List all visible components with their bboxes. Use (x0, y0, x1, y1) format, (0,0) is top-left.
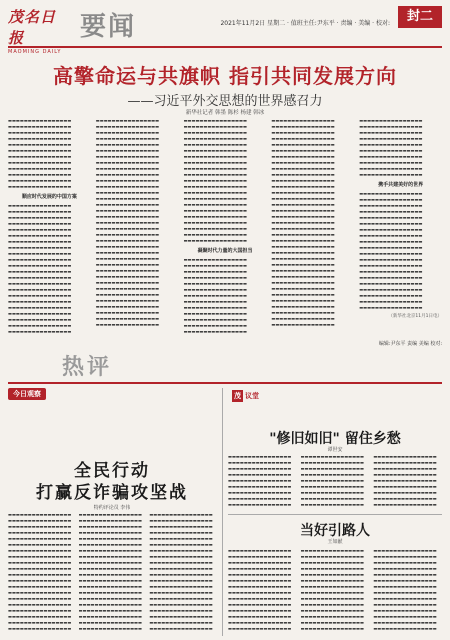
logo-chinese: 茂名日报 (8, 8, 57, 47)
newspaper-logo (8, 6, 64, 55)
commentary-badge (228, 390, 263, 402)
body-text: ▬▬▬▬▬▬▬▬▬▬▬▬▬▬▬▬ ▬▬▬▬▬▬▬▬▬▬▬▬▬▬▬▬ ▬▬▬▬▬▬▬▬▬▬▬▬▬▬▬▬ ▬▬▬▬▬▬▬▬▬▬▬▬▬▬▬▬ ▬▬▬▬▬▬▬▬▬▬▬▬▬▬▬▬ ▬▬▬▬▬▬▬▬▬▬▬▬▬▬▬▬ ▬▬▬▬▬▬▬▬▬▬▬▬▬▬▬▬ ▬▬▬▬▬▬▬▬▬▬▬▬▬▬▬▬ ▬▬▬▬▬▬▬▬▬▬▬▬▬▬▬▬ (373, 454, 437, 507)
commentary-byline-1: 谭世安 (327, 447, 343, 453)
body-text: ▬▬▬▬▬▬▬▬▬▬▬▬▬▬▬▬ ▬▬▬▬▬▬▬▬▬▬▬▬▬▬▬▬ ▬▬▬▬▬▬▬▬▬▬▬▬▬▬▬▬ ▬▬▬▬▬▬▬▬▬▬▬▬▬▬▬▬ ▬▬▬▬▬▬▬▬▬▬▬▬▬▬▬▬ ▬▬▬▬▬▬▬▬▬▬▬▬▬▬▬▬ ▬▬▬▬▬▬▬▬▬▬▬▬▬▬▬▬ ▬▬▬▬▬▬▬▬▬▬▬▬▬▬▬▬ ▬▬▬▬▬▬▬▬▬▬▬▬▬▬▬▬ (228, 454, 292, 507)
body-text: ▬▬▬▬▬▬▬▬▬▬▬▬▬▬▬▬ ▬▬▬▬▬▬▬▬▬▬▬▬▬▬▬▬ ▬▬▬▬▬▬▬▬▬▬▬▬▬▬▬▬ ▬▬▬▬▬▬▬▬▬▬▬▬▬▬▬▬ ▬▬▬▬▬▬▬▬▬▬▬▬▬▬▬▬ ▬▬▬▬▬▬▬▬▬▬▬▬▬▬▬▬ ▬▬▬▬▬▬▬▬▬▬▬▬▬▬▬▬ ▬▬▬▬▬▬▬▬▬▬▬▬▬▬▬▬ ▬▬▬▬▬▬▬▬▬▬▬▬▬▬▬▬ ▬▬▬▬▬▬▬▬▬▬▬▬▬▬▬▬ ▬▬▬▬▬▬▬▬▬▬▬▬▬▬▬▬ ▬▬▬▬▬▬▬▬▬▬▬▬▬▬▬▬ ▬▬▬▬▬▬▬▬▬▬▬▬▬▬▬▬ ▬▬▬▬▬▬▬▬▬▬▬▬▬▬▬▬ ▬▬▬▬▬▬▬▬▬▬▬▬▬▬▬▬ ▬▬▬▬▬▬▬▬▬▬▬▬▬▬▬▬ ▬▬▬▬▬▬▬▬▬▬▬▬▬▬▬▬ ▬▬▬▬▬▬▬▬▬▬▬▬▬▬▬▬ ▬▬▬▬▬▬▬▬▬▬▬▬▬▬▬▬ ▬▬▬▬▬▬▬▬▬▬▬▬▬▬▬▬ ▬▬▬▬▬▬▬▬▬▬▬▬▬▬▬▬ ▬▬▬▬▬▬▬▬▬▬▬▬▬▬▬▬ (8, 203, 72, 334)
main-byline: 新华社记者 韩墨 陈杉 杨建 韩冰 (185, 110, 265, 116)
inner-subtitle: 携手共建美好的世界 (378, 182, 424, 188)
article-column (301, 454, 370, 512)
article-columns (8, 512, 216, 636)
editor-credit: 编辑:尹东平 责编 美编 校对: (378, 341, 442, 347)
article-column (8, 118, 91, 348)
masthead (8, 4, 442, 55)
article-column (373, 548, 442, 636)
page-label: 封二 (398, 6, 442, 28)
commentary-badge-text: 议堂 (245, 392, 259, 400)
commentary-badge-mark: 茂 (234, 392, 241, 400)
commentary-headline-1: "修旧如旧" 留住乡愁 (269, 431, 401, 447)
column-divider (222, 388, 223, 636)
article-byline: 特约评论员 李伟 (93, 505, 131, 511)
article-column (373, 454, 442, 512)
body-text: ▬▬▬▬▬▬▬▬▬▬▬▬▬▬▬▬ ▬▬▬▬▬▬▬▬▬▬▬▬▬▬▬▬ ▬▬▬▬▬▬▬▬▬▬▬▬▬▬▬▬ ▬▬▬▬▬▬▬▬▬▬▬▬▬▬▬▬ ▬▬▬▬▬▬▬▬▬▬▬▬▬▬▬▬ ▬▬▬▬▬▬▬▬▬▬▬▬▬▬▬▬ ▬▬▬▬▬▬▬▬▬▬▬▬▬▬▬▬ ▬▬▬▬▬▬▬▬▬▬▬▬▬▬▬▬ ▬▬▬▬▬▬▬▬▬▬▬▬▬▬▬▬ ▬▬▬▬▬▬▬▬▬▬▬▬▬▬▬▬ ▬▬▬▬▬▬▬▬▬▬▬▬▬▬▬▬ ▬▬▬▬▬▬▬▬▬▬▬▬▬▬▬▬ ▬▬▬▬▬▬▬▬▬▬▬▬▬▬▬▬ ▬▬▬▬▬▬▬▬▬▬▬▬▬▬▬▬ ▬▬▬▬▬▬▬▬▬▬▬▬▬▬▬▬ ▬▬▬▬▬▬▬▬▬▬▬▬▬▬▬▬ ▬▬▬▬▬▬▬▬▬▬▬▬▬▬▬▬ ▬▬▬▬▬▬▬▬▬▬▬▬▬▬▬▬ ▬▬▬▬▬▬▬▬▬▬▬▬▬▬▬▬ ▬▬▬▬▬▬▬▬▬▬▬▬▬▬▬▬ (359, 191, 423, 310)
body-text: ▬▬▬▬▬▬▬▬▬▬▬▬▬▬▬▬ ▬▬▬▬▬▬▬▬▬▬▬▬▬▬▬▬ ▬▬▬▬▬▬▬▬▬▬▬▬▬▬▬▬ ▬▬▬▬▬▬▬▬▬▬▬▬▬▬▬▬ ▬▬▬▬▬▬▬▬▬▬▬▬▬▬▬▬ ▬▬▬▬▬▬▬▬▬▬▬▬▬▬▬▬ ▬▬▬▬▬▬▬▬▬▬▬▬▬▬▬▬ ▬▬▬▬▬▬▬▬▬▬▬▬▬▬▬▬ ▬▬▬▬▬▬▬▬▬▬▬▬▬▬▬▬ ▬▬▬▬▬▬▬▬▬▬▬▬▬▬▬▬ (359, 118, 423, 177)
article-column (301, 548, 370, 636)
article-column (8, 512, 75, 636)
article-headline-line1: 全民行动 (74, 461, 150, 481)
hot-comment-header (8, 348, 208, 386)
today-observation-article (8, 388, 216, 636)
commentary-byline-2: 王如献 (327, 539, 343, 545)
dateline: 2021年11月2日 星期二 · 值班主任:尹东平 · 责编 · 美编 · 校对: (220, 20, 390, 27)
hot-comment-title: 热评 (62, 355, 113, 380)
article-column (96, 118, 179, 348)
body-text: ▬▬▬▬▬▬▬▬▬▬▬▬▬▬▬▬ ▬▬▬▬▬▬▬▬▬▬▬▬▬▬▬▬ ▬▬▬▬▬▬▬▬▬▬▬▬▬▬▬▬ ▬▬▬▬▬▬▬▬▬▬▬▬▬▬▬▬ ▬▬▬▬▬▬▬▬▬▬▬▬▬▬▬▬ ▬▬▬▬▬▬▬▬▬▬▬▬▬▬▬▬ ▬▬▬▬▬▬▬▬▬▬▬▬▬▬▬▬ ▬▬▬▬▬▬▬▬▬▬▬▬▬▬▬▬ ▬▬▬▬▬▬▬▬▬▬▬▬▬▬▬▬ ▬▬▬▬▬▬▬▬▬▬▬▬▬▬▬▬ ▬▬▬▬▬▬▬▬▬▬▬▬▬▬▬▬ ▬▬▬▬▬▬▬▬▬▬▬▬▬▬▬▬ ▬▬▬▬▬▬▬▬▬▬▬▬▬▬▬▬ ▬▬▬▬▬▬▬▬▬▬▬▬▬▬▬▬ ▬▬▬▬▬▬▬▬▬▬▬▬▬▬▬▬ ▬▬▬▬▬▬▬▬▬▬▬▬▬▬▬▬ ▬▬▬▬▬▬▬▬▬▬▬▬▬▬▬▬ ▬▬▬▬▬▬▬▬▬▬▬▬▬▬▬▬ ▬▬▬▬▬▬▬▬▬▬▬▬▬▬▬▬ ▬▬▬▬▬▬▬▬▬▬▬▬▬▬▬▬ ▬▬▬▬▬▬▬▬▬▬▬▬▬▬▬▬ (183, 118, 247, 243)
dateline-note: （新华社北京11月1日电） (388, 314, 442, 319)
inner-subtitle: 凝聚时代力量的大国担当 (197, 248, 253, 254)
article-column (184, 118, 267, 348)
main-article-columns (8, 118, 442, 348)
inner-subtitle: 顺应时代发展的中国方案 (21, 194, 77, 200)
commentary-columns-2 (228, 548, 442, 636)
body-text: ▬▬▬▬▬▬▬▬▬▬▬▬▬▬▬▬ ▬▬▬▬▬▬▬▬▬▬▬▬▬▬▬▬ ▬▬▬▬▬▬▬▬▬▬▬▬▬▬▬▬ ▬▬▬▬▬▬▬▬▬▬▬▬▬▬▬▬ ▬▬▬▬▬▬▬▬▬▬▬▬▬▬▬▬ ▬▬▬▬▬▬▬▬▬▬▬▬▬▬▬▬ ▬▬▬▬▬▬▬▬▬▬▬▬▬▬▬▬ ▬▬▬▬▬▬▬▬▬▬▬▬▬▬▬▬ ▬▬▬▬▬▬▬▬▬▬▬▬▬▬▬▬ ▬▬▬▬▬▬▬▬▬▬▬▬▬▬▬▬ ▬▬▬▬▬▬▬▬▬▬▬▬▬▬▬▬ ▬▬▬▬▬▬▬▬▬▬▬▬▬▬▬▬ ▬▬▬▬▬▬▬▬▬▬▬▬▬▬▬▬ ▬▬▬▬▬▬▬▬▬▬▬▬▬▬▬▬ ▬▬▬▬▬▬▬▬▬▬▬▬▬▬▬▬ ▬▬▬▬▬▬▬▬▬▬▬▬▬▬▬▬ ▬▬▬▬▬▬▬▬▬▬▬▬▬▬▬▬ ▬▬▬▬▬▬▬▬▬▬▬▬▬▬▬▬ ▬▬▬▬▬▬▬▬▬▬▬▬▬▬▬▬ ▬▬▬▬▬▬▬▬▬▬▬▬▬▬▬▬ ▬▬▬▬▬▬▬▬▬▬▬▬▬▬▬▬ ▬▬▬▬▬▬▬▬▬▬▬▬▬▬▬▬ ▬▬▬▬▬▬▬▬▬▬▬▬▬▬▬▬ ▬▬▬▬▬▬▬▬▬▬▬▬▬▬▬▬ ▬▬▬▬▬▬▬▬▬▬▬▬▬▬▬▬ ▬▬▬▬▬▬▬▬▬▬▬▬▬▬▬▬ ▬▬▬▬▬▬▬▬▬▬▬▬▬▬▬▬ ▬▬▬▬▬▬▬▬▬▬▬▬▬▬▬▬ ▬▬▬▬▬▬▬▬▬▬▬▬▬▬▬▬ ▬▬▬▬▬▬▬▬▬▬▬▬▬▬▬▬ ▬▬▬▬▬▬▬▬▬▬▬▬▬▬▬▬ ▬▬▬▬▬▬▬▬▬▬▬▬▬▬▬▬ ▬▬▬▬▬▬▬▬▬▬▬▬▬▬▬▬ ▬▬▬▬▬▬▬▬▬▬▬▬▬▬▬▬ ▬▬▬▬▬▬▬▬▬▬▬▬▬▬▬▬ (95, 118, 160, 327)
body-text: ▬▬▬▬▬▬▬▬▬▬▬▬▬▬▬▬ ▬▬▬▬▬▬▬▬▬▬▬▬▬▬▬▬ ▬▬▬▬▬▬▬▬▬▬▬▬▬▬▬▬ ▬▬▬▬▬▬▬▬▬▬▬▬▬▬▬▬ ▬▬▬▬▬▬▬▬▬▬▬▬▬▬▬▬ ▬▬▬▬▬▬▬▬▬▬▬▬▬▬▬▬ ▬▬▬▬▬▬▬▬▬▬▬▬▬▬▬▬ ▬▬▬▬▬▬▬▬▬▬▬▬▬▬▬▬ ▬▬▬▬▬▬▬▬▬▬▬▬▬▬▬▬ ▬▬▬▬▬▬▬▬▬▬▬▬▬▬▬▬ ▬▬▬▬▬▬▬▬▬▬▬▬▬▬▬▬ ▬▬▬▬▬▬▬▬▬▬▬▬▬▬▬▬ (8, 118, 72, 189)
commentary-divider (228, 514, 442, 515)
main-headline: 高擎命运与共旗帜 指引共同发展方向 (53, 64, 397, 88)
article-column (359, 118, 442, 348)
body-text: ▬▬▬▬▬▬▬▬▬▬▬▬▬▬▬▬ ▬▬▬▬▬▬▬▬▬▬▬▬▬▬▬▬ ▬▬▬▬▬▬▬▬▬▬▬▬▬▬▬▬ ▬▬▬▬▬▬▬▬▬▬▬▬▬▬▬▬ ▬▬▬▬▬▬▬▬▬▬▬▬▬▬▬▬ ▬▬▬▬▬▬▬▬▬▬▬▬▬▬▬▬ ▬▬▬▬▬▬▬▬▬▬▬▬▬▬▬▬ ▬▬▬▬▬▬▬▬▬▬▬▬▬▬▬▬ ▬▬▬▬▬▬▬▬▬▬▬▬▬▬▬▬ (300, 454, 364, 507)
commentary-headline-2: 当好引路人 (300, 523, 370, 539)
article-column (228, 548, 297, 636)
body-text: ▬▬▬▬▬▬▬▬▬▬▬▬▬▬▬▬ ▬▬▬▬▬▬▬▬▬▬▬▬▬▬▬▬ ▬▬▬▬▬▬▬▬▬▬▬▬▬▬▬▬ ▬▬▬▬▬▬▬▬▬▬▬▬▬▬▬▬ ▬▬▬▬▬▬▬▬▬▬▬▬▬▬▬▬ ▬▬▬▬▬▬▬▬▬▬▬▬▬▬▬▬ ▬▬▬▬▬▬▬▬▬▬▬▬▬▬▬▬ ▬▬▬▬▬▬▬▬▬▬▬▬▬▬▬▬ ▬▬▬▬▬▬▬▬▬▬▬▬▬▬▬▬ ▬▬▬▬▬▬▬▬▬▬▬▬▬▬▬▬ ▬▬▬▬▬▬▬▬▬▬▬▬▬▬▬▬ ▬▬▬▬▬▬▬▬▬▬▬▬▬▬▬▬ ▬▬▬▬▬▬▬▬▬▬▬▬▬▬▬▬ ▬▬▬▬▬▬▬▬▬▬▬▬▬▬▬▬ (373, 548, 437, 631)
article-headline-line2: 打赢反诈骗攻坚战 (36, 483, 188, 503)
body-text: ▬▬▬▬▬▬▬▬▬▬▬▬▬▬▬▬ ▬▬▬▬▬▬▬▬▬▬▬▬▬▬▬▬ ▬▬▬▬▬▬▬▬▬▬▬▬▬▬▬▬ ▬▬▬▬▬▬▬▬▬▬▬▬▬▬▬▬ ▬▬▬▬▬▬▬▬▬▬▬▬▬▬▬▬ ▬▬▬▬▬▬▬▬▬▬▬▬▬▬▬▬ ▬▬▬▬▬▬▬▬▬▬▬▬▬▬▬▬ ▬▬▬▬▬▬▬▬▬▬▬▬▬▬▬▬ ▬▬▬▬▬▬▬▬▬▬▬▬▬▬▬▬ ▬▬▬▬▬▬▬▬▬▬▬▬▬▬▬▬ ▬▬▬▬▬▬▬▬▬▬▬▬▬▬▬▬ ▬▬▬▬▬▬▬▬▬▬▬▬▬▬▬▬ ▬▬▬▬▬▬▬▬▬▬▬▬▬▬▬▬ ▬▬▬▬▬▬▬▬▬▬▬▬▬▬▬▬ (228, 548, 292, 631)
body-text: ▬▬▬▬▬▬▬▬▬▬▬▬▬▬▬▬ ▬▬▬▬▬▬▬▬▬▬▬▬▬▬▬▬ ▬▬▬▬▬▬▬▬▬▬▬▬▬▬▬▬ ▬▬▬▬▬▬▬▬▬▬▬▬▬▬▬▬ ▬▬▬▬▬▬▬▬▬▬▬▬▬▬▬▬ ▬▬▬▬▬▬▬▬▬▬▬▬▬▬▬▬ ▬▬▬▬▬▬▬▬▬▬▬▬▬▬▬▬ ▬▬▬▬▬▬▬▬▬▬▬▬▬▬▬▬ ▬▬▬▬▬▬▬▬▬▬▬▬▬▬▬▬ ▬▬▬▬▬▬▬▬▬▬▬▬▬▬▬▬ ▬▬▬▬▬▬▬▬▬▬▬▬▬▬▬▬ ▬▬▬▬▬▬▬▬▬▬▬▬▬▬▬▬ ▬▬▬▬▬▬▬▬▬▬▬▬▬▬▬▬ ▬▬▬▬▬▬▬▬▬▬▬▬▬▬▬▬ ▬▬▬▬▬▬▬▬▬▬▬▬▬▬▬▬ ▬▬▬▬▬▬▬▬▬▬▬▬▬▬▬▬ ▬▬▬▬▬▬▬▬▬▬▬▬▬▬▬▬ ▬▬▬▬▬▬▬▬▬▬▬▬▬▬▬▬ ▬▬▬▬▬▬▬▬▬▬▬▬▬▬▬▬ ▬▬▬▬▬▬▬▬▬▬▬▬▬▬▬▬ (8, 512, 72, 631)
section-title: 要闻 (80, 12, 137, 42)
logo-english: MAOMING DAILY (8, 49, 62, 55)
body-text: ▬▬▬▬▬▬▬▬▬▬▬▬▬▬▬▬ ▬▬▬▬▬▬▬▬▬▬▬▬▬▬▬▬ ▬▬▬▬▬▬▬▬▬▬▬▬▬▬▬▬ ▬▬▬▬▬▬▬▬▬▬▬▬▬▬▬▬ ▬▬▬▬▬▬▬▬▬▬▬▬▬▬▬▬ ▬▬▬▬▬▬▬▬▬▬▬▬▬▬▬▬ ▬▬▬▬▬▬▬▬▬▬▬▬▬▬▬▬ ▬▬▬▬▬▬▬▬▬▬▬▬▬▬▬▬ ▬▬▬▬▬▬▬▬▬▬▬▬▬▬▬▬ ▬▬▬▬▬▬▬▬▬▬▬▬▬▬▬▬ ▬▬▬▬▬▬▬▬▬▬▬▬▬▬▬▬ ▬▬▬▬▬▬▬▬▬▬▬▬▬▬▬▬ ▬▬▬▬▬▬▬▬▬▬▬▬▬▬▬▬ ▬▬▬▬▬▬▬▬▬▬▬▬▬▬▬▬ (300, 548, 364, 631)
commentary-section (228, 388, 442, 636)
main-subhead: ——习近平外交思想的世界感召力 (127, 94, 323, 109)
article-column (79, 512, 146, 636)
body-text: ▬▬▬▬▬▬▬▬▬▬▬▬▬▬▬▬ ▬▬▬▬▬▬▬▬▬▬▬▬▬▬▬▬ ▬▬▬▬▬▬▬▬▬▬▬▬▬▬▬▬ ▬▬▬▬▬▬▬▬▬▬▬▬▬▬▬▬ ▬▬▬▬▬▬▬▬▬▬▬▬▬▬▬▬ ▬▬▬▬▬▬▬▬▬▬▬▬▬▬▬▬ ▬▬▬▬▬▬▬▬▬▬▬▬▬▬▬▬ ▬▬▬▬▬▬▬▬▬▬▬▬▬▬▬▬ ▬▬▬▬▬▬▬▬▬▬▬▬▬▬▬▬ ▬▬▬▬▬▬▬▬▬▬▬▬▬▬▬▬ ▬▬▬▬▬▬▬▬▬▬▬▬▬▬▬▬ ▬▬▬▬▬▬▬▬▬▬▬▬▬▬▬▬ ▬▬▬▬▬▬▬▬▬▬▬▬▬▬▬▬ ▬▬▬▬▬▬▬▬▬▬▬▬▬▬▬▬ ▬▬▬▬▬▬▬▬▬▬▬▬▬▬▬▬ ▬▬▬▬▬▬▬▬▬▬▬▬▬▬▬▬ ▬▬▬▬▬▬▬▬▬▬▬▬▬▬▬▬ ▬▬▬▬▬▬▬▬▬▬▬▬▬▬▬▬ ▬▬▬▬▬▬▬▬▬▬▬▬▬▬▬▬ ▬▬▬▬▬▬▬▬▬▬▬▬▬▬▬▬ ▬▬▬▬▬▬▬▬▬▬▬▬▬▬▬▬ ▬▬▬▬▬▬▬▬▬▬▬▬▬▬▬▬ ▬▬▬▬▬▬▬▬▬▬▬▬▬▬▬▬ ▬▬▬▬▬▬▬▬▬▬▬▬▬▬▬▬ ▬▬▬▬▬▬▬▬▬▬▬▬▬▬▬▬ ▬▬▬▬▬▬▬▬▬▬▬▬▬▬▬▬ ▬▬▬▬▬▬▬▬▬▬▬▬▬▬▬▬ ▬▬▬▬▬▬▬▬▬▬▬▬▬▬▬▬ ▬▬▬▬▬▬▬▬▬▬▬▬▬▬▬▬ ▬▬▬▬▬▬▬▬▬▬▬▬▬▬▬▬ ▬▬▬▬▬▬▬▬▬▬▬▬▬▬▬▬ ▬▬▬▬▬▬▬▬▬▬▬▬▬▬▬▬ ▬▬▬▬▬▬▬▬▬▬▬▬▬▬▬▬ ▬▬▬▬▬▬▬▬▬▬▬▬▬▬▬▬ ▬▬▬▬▬▬▬▬▬▬▬▬▬▬▬▬ (271, 118, 335, 327)
body-text: ▬▬▬▬▬▬▬▬▬▬▬▬▬▬▬▬ ▬▬▬▬▬▬▬▬▬▬▬▬▬▬▬▬ ▬▬▬▬▬▬▬▬▬▬▬▬▬▬▬▬ ▬▬▬▬▬▬▬▬▬▬▬▬▬▬▬▬ ▬▬▬▬▬▬▬▬▬▬▬▬▬▬▬▬ ▬▬▬▬▬▬▬▬▬▬▬▬▬▬▬▬ ▬▬▬▬▬▬▬▬▬▬▬▬▬▬▬▬ ▬▬▬▬▬▬▬▬▬▬▬▬▬▬▬▬ ▬▬▬▬▬▬▬▬▬▬▬▬▬▬▬▬ ▬▬▬▬▬▬▬▬▬▬▬▬▬▬▬▬ ▬▬▬▬▬▬▬▬▬▬▬▬▬▬▬▬ ▬▬▬▬▬▬▬▬▬▬▬▬▬▬▬▬ ▬▬▬▬▬▬▬▬▬▬▬▬▬▬▬▬ ▬▬▬▬▬▬▬▬▬▬▬▬▬▬▬▬ ▬▬▬▬▬▬▬▬▬▬▬▬▬▬▬▬ ▬▬▬▬▬▬▬▬▬▬▬▬▬▬▬▬ ▬▬▬▬▬▬▬▬▬▬▬▬▬▬▬▬ ▬▬▬▬▬▬▬▬▬▬▬▬▬▬▬▬ ▬▬▬▬▬▬▬▬▬▬▬▬▬▬▬▬ ▬▬▬▬▬▬▬▬▬▬▬▬▬▬▬▬ (149, 512, 213, 631)
body-text: ▬▬▬▬▬▬▬▬▬▬▬▬▬▬▬▬ ▬▬▬▬▬▬▬▬▬▬▬▬▬▬▬▬ ▬▬▬▬▬▬▬▬▬▬▬▬▬▬▬▬ ▬▬▬▬▬▬▬▬▬▬▬▬▬▬▬▬ ▬▬▬▬▬▬▬▬▬▬▬▬▬▬▬▬ ▬▬▬▬▬▬▬▬▬▬▬▬▬▬▬▬ ▬▬▬▬▬▬▬▬▬▬▬▬▬▬▬▬ ▬▬▬▬▬▬▬▬▬▬▬▬▬▬▬▬ ▬▬▬▬▬▬▬▬▬▬▬▬▬▬▬▬ ▬▬▬▬▬▬▬▬▬▬▬▬▬▬▬▬ ▬▬▬▬▬▬▬▬▬▬▬▬▬▬▬▬ ▬▬▬▬▬▬▬▬▬▬▬▬▬▬▬▬ ▬▬▬▬▬▬▬▬▬▬▬▬▬▬▬▬ ▬▬▬▬▬▬▬▬▬▬▬▬▬▬▬▬ ▬▬▬▬▬▬▬▬▬▬▬▬▬▬▬▬ ▬▬▬▬▬▬▬▬▬▬▬▬▬▬▬▬ ▬▬▬▬▬▬▬▬▬▬▬▬▬▬▬▬ ▬▬▬▬▬▬▬▬▬▬▬▬▬▬▬▬ ▬▬▬▬▬▬▬▬▬▬▬▬▬▬▬▬ ▬▬▬▬▬▬▬▬▬▬▬▬▬▬▬▬ (78, 512, 142, 631)
commentary-columns-1 (228, 454, 442, 512)
body-text: ▬▬▬▬▬▬▬▬▬▬▬▬▬▬▬▬ ▬▬▬▬▬▬▬▬▬▬▬▬▬▬▬▬ ▬▬▬▬▬▬▬▬▬▬▬▬▬▬▬▬ ▬▬▬▬▬▬▬▬▬▬▬▬▬▬▬▬ ▬▬▬▬▬▬▬▬▬▬▬▬▬▬▬▬ ▬▬▬▬▬▬▬▬▬▬▬▬▬▬▬▬ ▬▬▬▬▬▬▬▬▬▬▬▬▬▬▬▬ ▬▬▬▬▬▬▬▬▬▬▬▬▬▬▬▬ ▬▬▬▬▬▬▬▬▬▬▬▬▬▬▬▬ ▬▬▬▬▬▬▬▬▬▬▬▬▬▬▬▬ ▬▬▬▬▬▬▬▬▬▬▬▬▬▬▬▬ ▬▬▬▬▬▬▬▬▬▬▬▬▬▬▬▬ ▬▬▬▬▬▬▬▬▬▬▬▬▬▬▬▬ (183, 257, 247, 334)
article-column (228, 454, 297, 512)
article-column (271, 118, 354, 348)
section-divider (8, 382, 442, 384)
article-column (149, 512, 216, 636)
today-observation-badge: 今日观察 (8, 388, 46, 400)
